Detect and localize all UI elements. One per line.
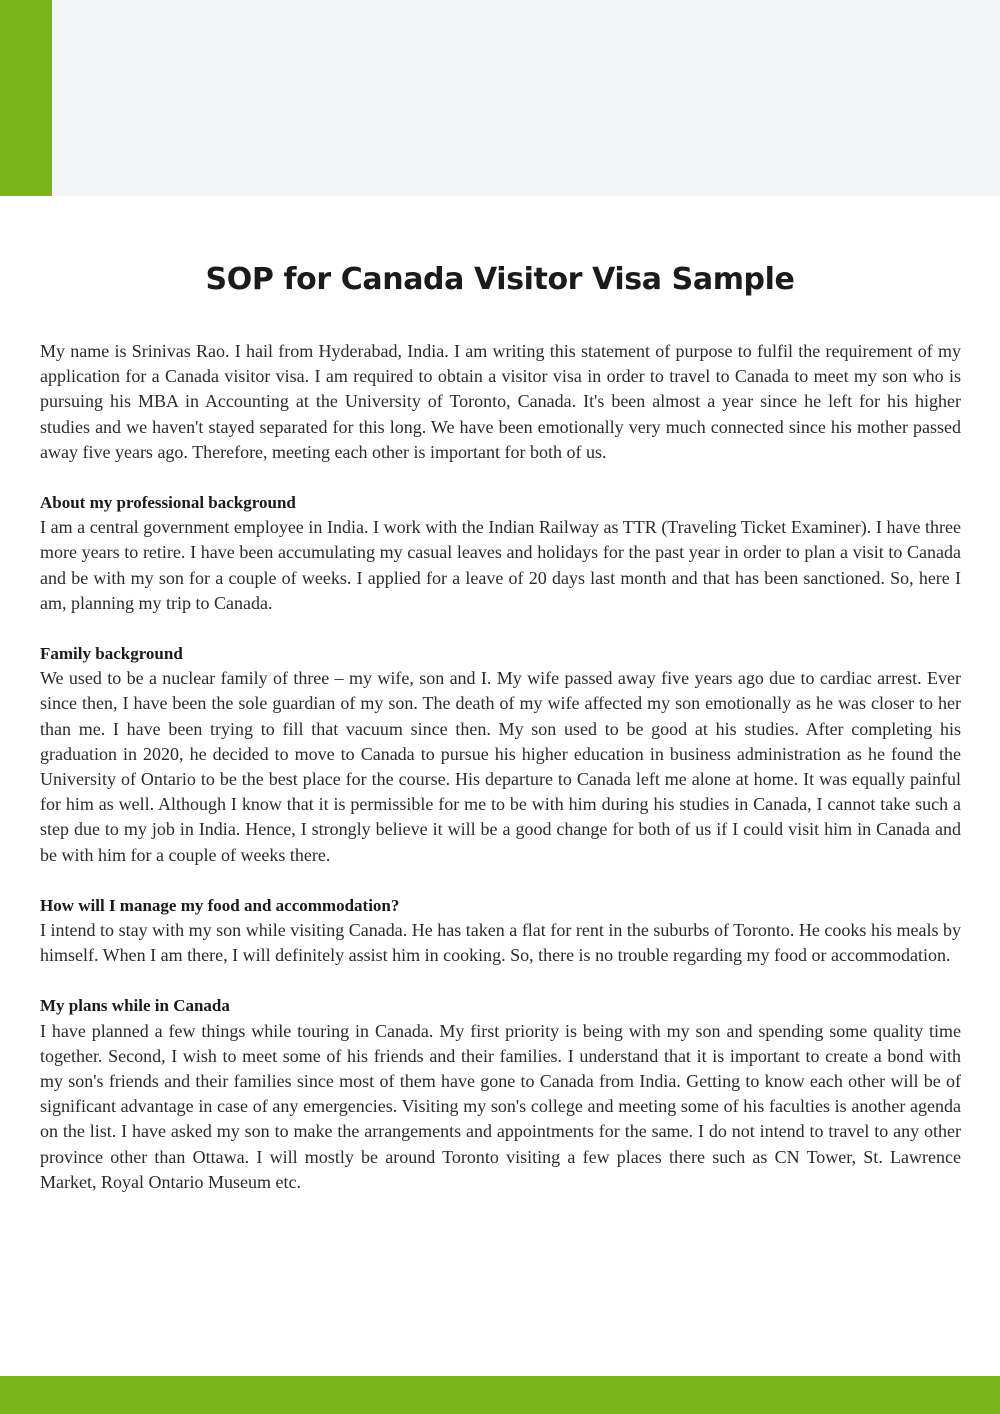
section-heading: About my professional background	[40, 493, 296, 513]
green-accent-bar	[0, 0, 52, 196]
section-heading: How will I manage my food and accommodation?	[40, 895, 400, 915]
footer-green-bar	[0, 1376, 1000, 1414]
section-food-accommodation	[40, 893, 961, 969]
intro-paragraph: My name is Srinivas Rao. I hail from Hyderabad, India. I am writing this statement of purpose to fulfil the requirement of my application for a Canada visitor visa. I am required to obtain a visitor visa in order to travel to Canada to meet my son who is pursuing his MBA in Accounting at the University of Toronto, Canada. It's been almost a year since he left for his higher studies and we haven't stayed separated for this long. We have been emotionally very much connected since his mother passed away five years ago. Therefore, meeting each other is important for both of us.	[40, 341, 961, 462]
page-title: SOP for Canada Visitor Visa Sample	[205, 262, 795, 298]
section-family-background	[40, 641, 961, 868]
section-professional-background	[40, 490, 961, 616]
section-heading: Family background	[40, 644, 183, 664]
section-paragraph: I am a central government employee in India. I work with the Indian Railway as TTR (Traveling Ticket Examiner). I have three more years to retire. I have been accumulating my casual leaves and holidays for the past year in order to plan a visit to Canada and be with my son for a couple of weeks. I applied for a leave of 20 days last month and that has been sanctioned. So, here I am, planning my trip to Canada.	[40, 517, 961, 613]
section-paragraph: We used to be a nuclear family of three – my wife, son and I. My wife passed away five years ago due to cardiac arrest. Ever since then, I have been the sole guardian of my son. The death of my wife affected my son emotionally as he was closer to her than me. I have been trying to fill that vacuum since then. My son used to be good at his studies. After completing his graduation in 2020, he decided to move to Canada to pursue his higher education in business administration as he found the University of Ontario to be the best place for the course. His departure to Canada left me alone at home. It was equally painful for him as well. Although I know that it is permissible for me to be with him during his studies in Canada, I cannot take such a step due to my job in India. Hence, I strongly believe it will be a good change for both of us if I could visit him in Canada and be with him for a couple of weeks there.	[40, 668, 961, 865]
section-paragraph: I have planned a few things while touring in Canada. My first priority is being with my son and spending some quality time together. Second, I wish to meet some of his friends and their families. I understand that it is important to create a bond with my son's friends and their families since most of them have gone to Canada from India. Getting to know each other will be of significant advantage in case of any emergencies. Visiting my son's college and meeting some of his faculties is another agenda on the list. I have asked my son to make the arrangements and appointments for the same. I do not intend to travel to any other province other than Ottawa. I will mostly be around Toronto visiting a few places there such as CN Tower, St. Lawrence Market, Royal Ontario Museum etc.	[40, 1020, 961, 1192]
section-heading: My plans while in Canada	[40, 996, 230, 1016]
section-plans-in-canada	[40, 993, 961, 1195]
header-band	[0, 0, 1000, 196]
section-paragraph: I intend to stay with my son while visiting Canada. He has taken a flat for rent in the suburbs of Toronto. He cooks his meals by himself. When I am there, I will definitely assist him in cooking. So, there is no trouble regarding my food or accommodation.	[40, 920, 961, 966]
document-body	[40, 339, 961, 1195]
